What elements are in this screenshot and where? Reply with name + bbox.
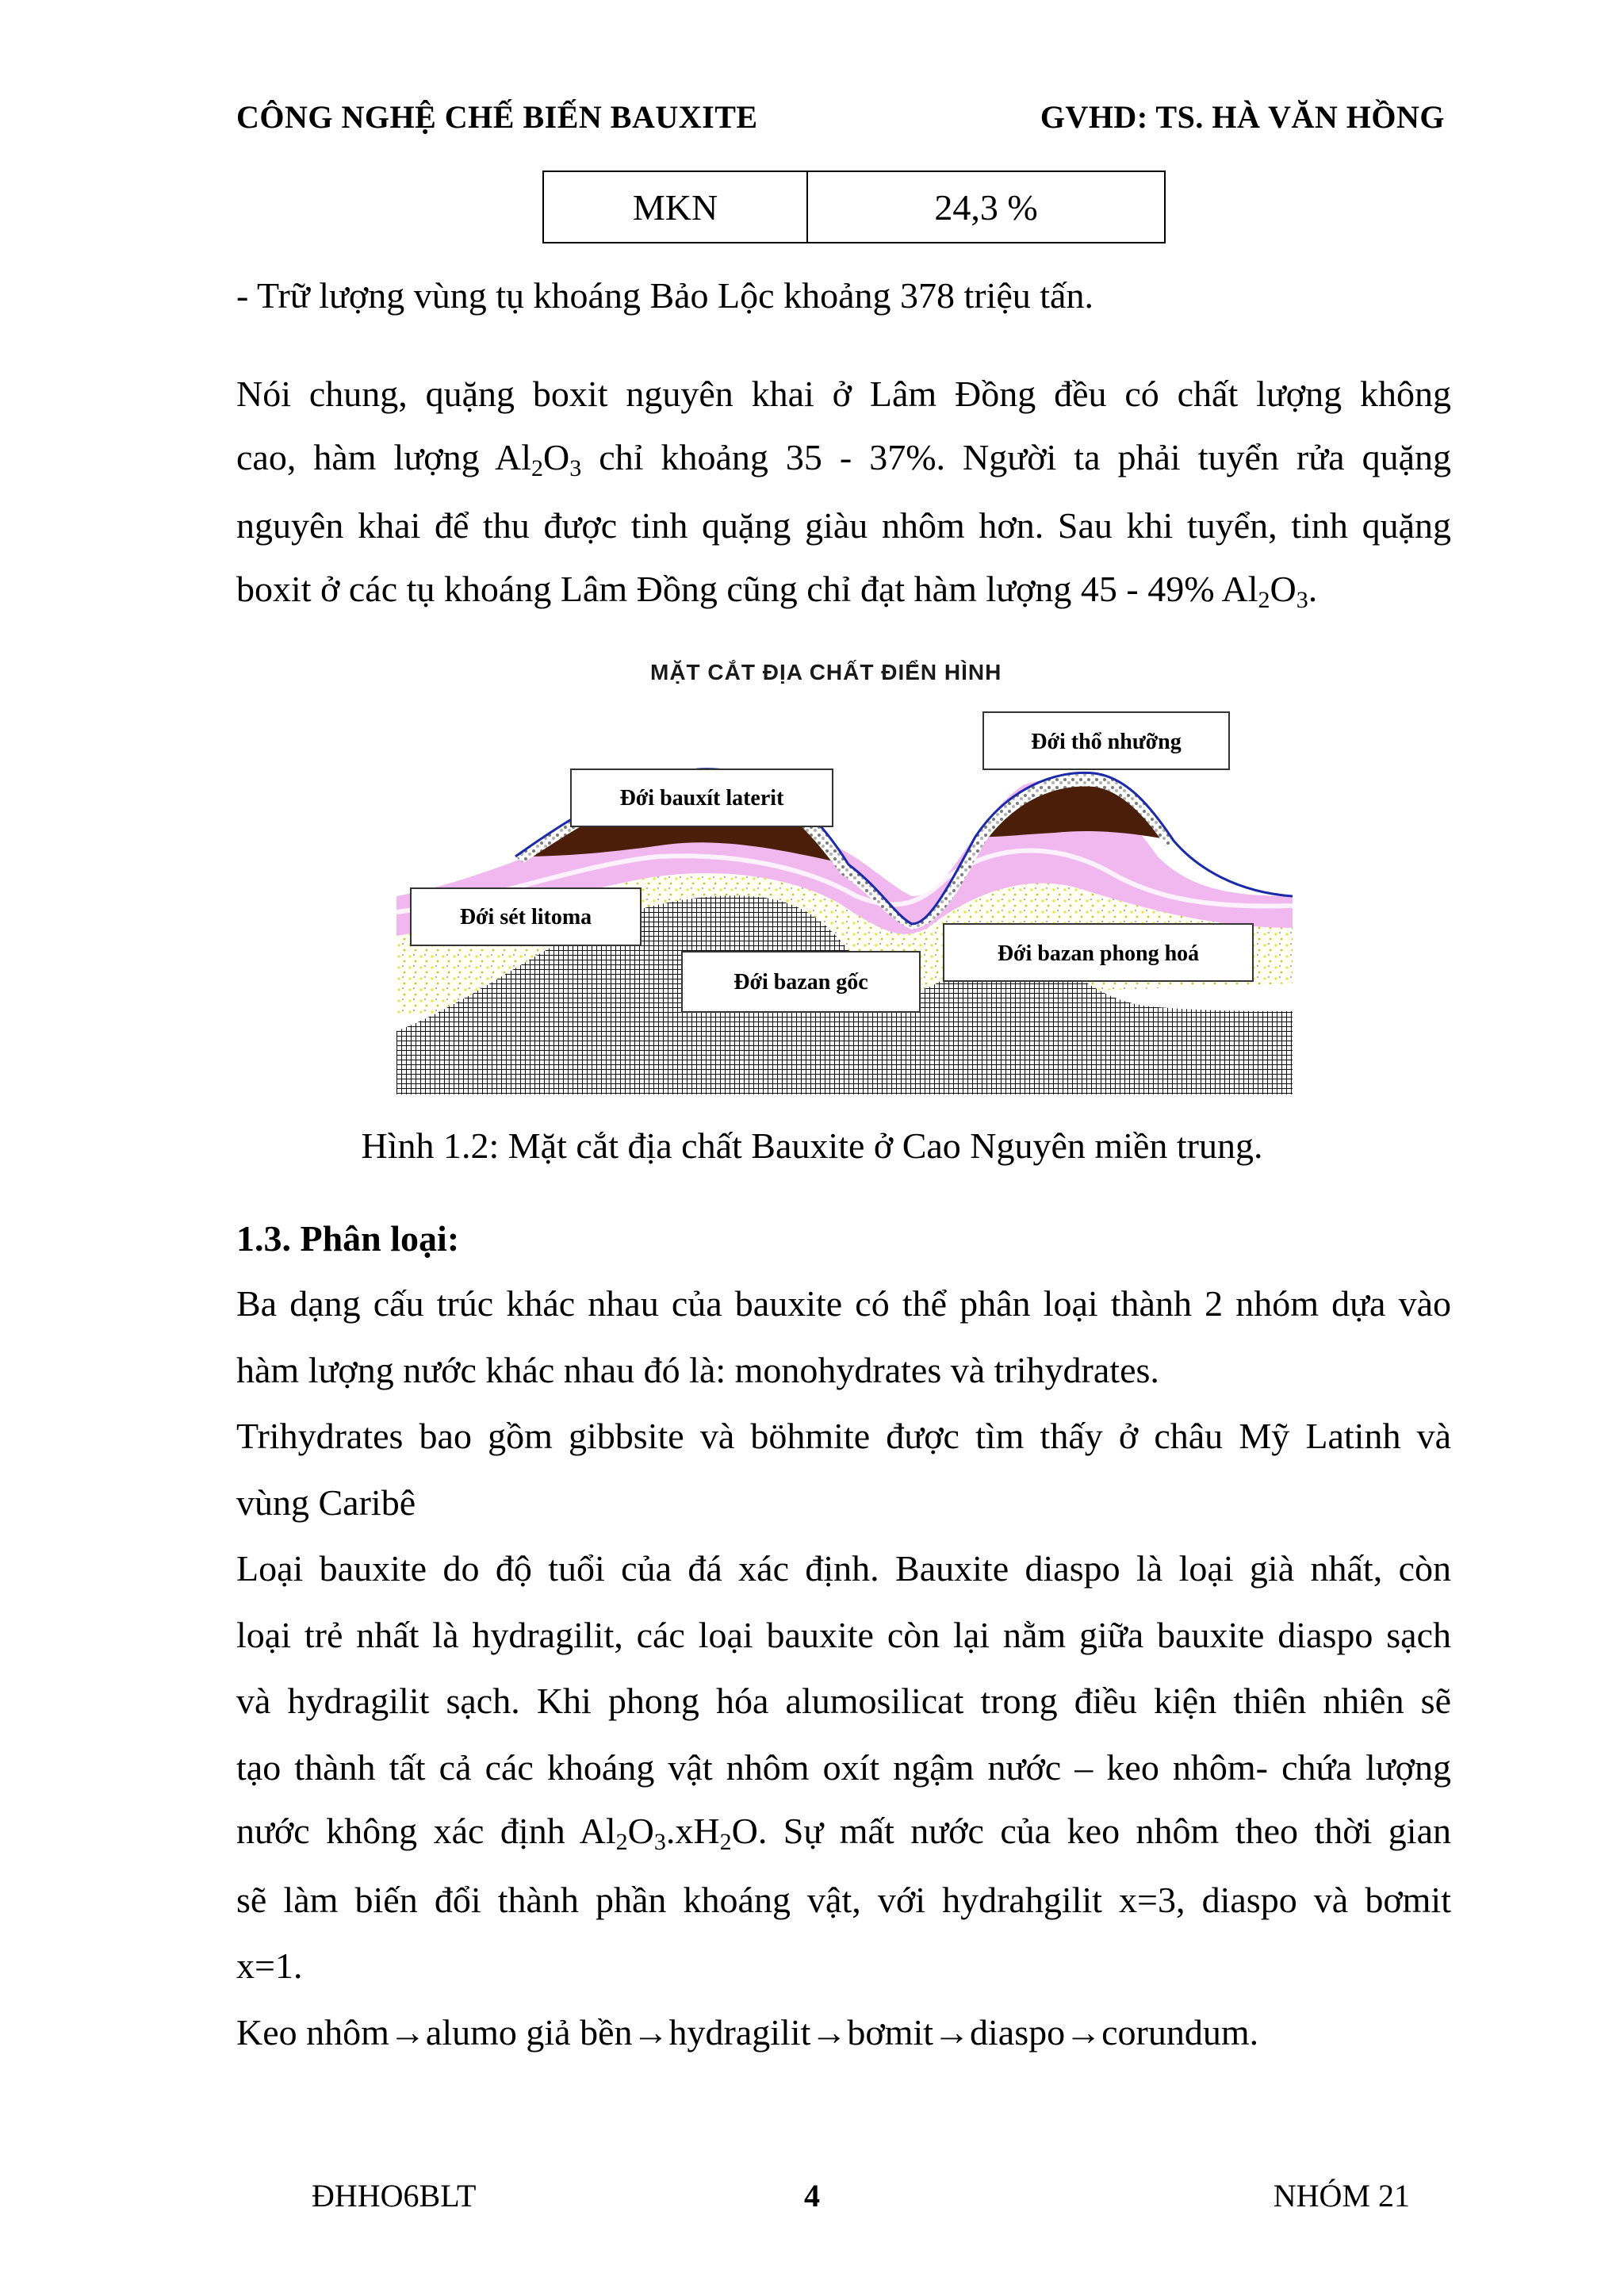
label-bazan-phong-hoa [944, 924, 1253, 981]
paragraph-line: nước không xác định $Al_2O_3.xH_2O$. Sự mất nước của keo nhôm theo thời gian [236, 1811, 1451, 1855]
table-row [543, 171, 1165, 243]
label-tho-nhuong [983, 712, 1229, 769]
header-title: CÔNG NGHỆ CHẾ BIẾN BAUXITE [236, 99, 758, 135]
svg-text:Đới bazan gốc: Đới bazan gốc [733, 970, 868, 995]
label-bauxit-laterit [571, 769, 833, 826]
section-heading: 1.3. Phân loại: [236, 1218, 460, 1259]
paragraph-line: Nói chung, quặng boxit nguyên khai ở Lâm Đồng đều có chất lượng không [236, 374, 1451, 414]
svg-text:Đới bauxít laterit: Đới bauxít laterit [619, 786, 784, 811]
paragraph-line: sẽ làm biến đổi thành phần khoáng vật, với hydrahgilit x=3, diaspo và bơmit [236, 1880, 1451, 1920]
figure-caption: Hình 1.2: Mặt cắt địa chất Bauxite ở Cao Nguyên miền trung. [361, 1125, 1263, 1166]
paragraph-line: hàm lượng nước khác nhau đó là: monohydrates và trihydrates. [236, 1350, 1159, 1390]
paragraph-line: và hydragilit sạch. Khi phong hóa alumosilicat trong điều kiện thiên nhiên sẽ [236, 1681, 1451, 1721]
figure-title: MẶT CẮT ĐỊA CHẤT ĐIỂN HÌNH [650, 660, 1002, 684]
paragraph-line: Keo nhôm→alumo giả bền→hydragilit→bơmit→diaspo→corundum. [236, 2012, 1259, 2053]
page-number: 4 [804, 2178, 820, 2214]
paragraph-line: nguyên khai để thu được tinh quặng giàu nhôm hơn. Sau khi tuyển, tinh quặng [236, 505, 1451, 546]
svg-text:Đới sét litoma: Đới sét litoma [459, 905, 592, 930]
label-bazan-goc [682, 952, 920, 1012]
table-cell-name: MKN [543, 171, 807, 243]
reserves-text: - Trữ lượng vùng tụ khoáng Bảo Lộc khoảng 378 triệu tấn. [236, 275, 1094, 316]
footer-class-code: ĐHHO6BLT [312, 2178, 477, 2214]
paragraph-line: Trihydrates bao gồm gibbsite và böhmite được tìm thấy ở châu Mỹ Latinh và [236, 1416, 1451, 1456]
paragraph-line: x=1. [236, 1945, 303, 1986]
paragraph-line: Loại bauxite do độ tuổi của đá xác định. Bauxite diaspo là loại già nhất, còn [236, 1548, 1451, 1589]
geological-cross-section-figure [396, 698, 1293, 1094]
svg-text:Đới bazan phong hoá: Đới bazan phong hoá [997, 941, 1200, 966]
paragraph-line: loại trẻ nhất là hydragilit, các loại bauxite còn lại nằm giữa bauxite diaspo sạch [236, 1615, 1451, 1655]
paragraph-line: Ba dạng cấu trúc khác nhau của bauxite có thể phân loại thành 2 nhóm dựa vào [236, 1283, 1451, 1324]
paragraph-line: cao, hàm lượng $Al_2O_3$ chỉ khoảng 35 - 37%. Người ta phải tuyển rửa quặng [236, 437, 1452, 481]
label-set-litoma [411, 888, 641, 945]
paragraph-line: tạo thành tất cả các khoáng vật nhôm oxít ngậm nước – keo nhôm- chứa lượng [236, 1747, 1451, 1788]
paragraph-line: vùng Caribê [236, 1482, 416, 1523]
composition-table [542, 171, 1166, 243]
footer-group: NHÓM 21 [1273, 2178, 1410, 2214]
svg-text:Đới thổ nhưỡng: Đới thổ nhưỡng [1031, 730, 1182, 754]
table-cell-value: 24,3 % [807, 171, 1165, 243]
header-advisor: GVHD: TS. HÀ VĂN HỒNG [1040, 99, 1445, 135]
paragraph-line: boxit ở các tụ khoáng Lâm Đồng cũng chỉ đạt hàm lượng 45 - 49% $Al_2O_3$. [236, 569, 1318, 613]
